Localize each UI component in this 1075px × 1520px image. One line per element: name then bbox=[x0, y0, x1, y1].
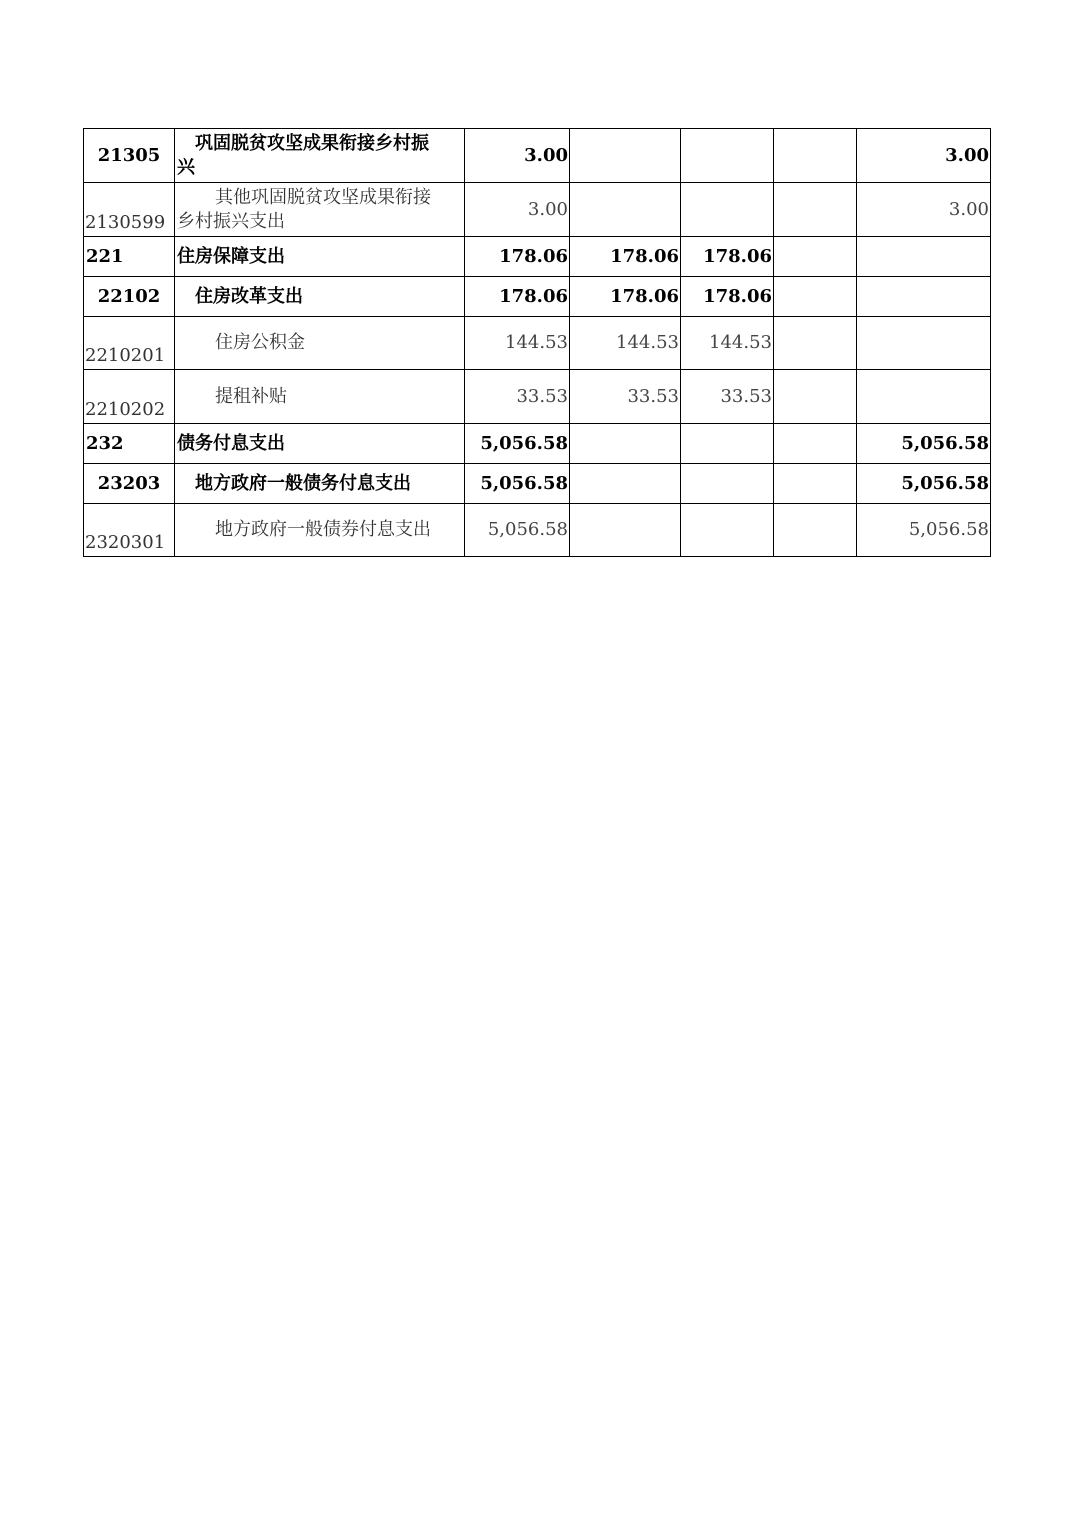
amount-cell: 178.06 bbox=[681, 237, 774, 277]
subject-name-line2: 兴 bbox=[177, 156, 195, 178]
amount-cell: 178.06 bbox=[465, 277, 570, 317]
amount-cell bbox=[570, 183, 681, 237]
subject-name-line1: 其他巩固脱贫攻坚成果衔接 bbox=[215, 186, 431, 208]
table-row bbox=[84, 317, 991, 370]
amount-cell bbox=[570, 424, 681, 464]
table-row bbox=[84, 504, 991, 557]
amount-cell: 5,056.58 bbox=[857, 504, 991, 557]
table-row bbox=[84, 129, 991, 183]
amount-cell: 178.06 bbox=[570, 277, 681, 317]
subject-code: 221 bbox=[84, 237, 175, 277]
amount-cell bbox=[774, 183, 857, 237]
subject-code: 2130599 bbox=[84, 183, 175, 237]
table-row bbox=[84, 237, 991, 277]
subject-code: 21305 bbox=[84, 129, 175, 183]
amount-cell bbox=[681, 129, 774, 183]
subject-code: 23203 bbox=[84, 464, 175, 504]
table-row bbox=[84, 424, 991, 464]
amount-cell bbox=[570, 504, 681, 557]
subject-code: 232 bbox=[84, 424, 175, 464]
amount-cell: 3.00 bbox=[857, 129, 991, 183]
amount-cell bbox=[681, 424, 774, 464]
amount-cell: 178.06 bbox=[465, 237, 570, 277]
subject-name-line1: 巩固脱贫攻坚成果衔接乡村振 bbox=[195, 132, 429, 154]
amount-cell: 5,056.58 bbox=[465, 504, 570, 557]
subject-name bbox=[175, 129, 465, 183]
amount-cell: 33.53 bbox=[465, 370, 570, 424]
subject-name: 提租补贴 bbox=[175, 370, 465, 424]
amount-cell: 33.53 bbox=[570, 370, 681, 424]
amount-cell bbox=[774, 424, 857, 464]
amount-cell bbox=[681, 504, 774, 557]
subject-name: 住房公积金 bbox=[175, 317, 465, 370]
subject-code: 2210202 bbox=[84, 370, 175, 424]
budget-table bbox=[83, 128, 991, 557]
table-row bbox=[84, 370, 991, 424]
subject-name: 住房改革支出 bbox=[175, 277, 465, 317]
subject-code: 22102 bbox=[84, 277, 175, 317]
subject-code: 2320301 bbox=[84, 504, 175, 557]
amount-cell: 3.00 bbox=[857, 183, 991, 237]
amount-cell bbox=[857, 317, 991, 370]
amount-cell bbox=[774, 237, 857, 277]
amount-cell bbox=[774, 129, 857, 183]
amount-cell bbox=[774, 504, 857, 557]
amount-cell: 178.06 bbox=[570, 237, 681, 277]
amount-cell bbox=[774, 317, 857, 370]
subject-name-line2: 乡村振兴支出 bbox=[177, 210, 285, 232]
table-row bbox=[84, 183, 991, 237]
amount-cell bbox=[857, 237, 991, 277]
amount-cell bbox=[774, 277, 857, 317]
amount-cell bbox=[774, 464, 857, 504]
amount-cell: 178.06 bbox=[681, 277, 774, 317]
amount-cell bbox=[570, 129, 681, 183]
amount-cell: 33.53 bbox=[681, 370, 774, 424]
amount-cell: 144.53 bbox=[681, 317, 774, 370]
amount-cell bbox=[681, 183, 774, 237]
subject-name: 地方政府一般债券付息支出 bbox=[175, 504, 465, 557]
subject-name: 地方政府一般债务付息支出 bbox=[175, 464, 465, 504]
subject-name: 债务付息支出 bbox=[175, 424, 465, 464]
subject-name: 住房保障支出 bbox=[175, 237, 465, 277]
amount-cell: 144.53 bbox=[465, 317, 570, 370]
amount-cell bbox=[570, 464, 681, 504]
amount-cell: 3.00 bbox=[465, 129, 570, 183]
amount-cell bbox=[857, 277, 991, 317]
amount-cell: 5,056.58 bbox=[465, 424, 570, 464]
amount-cell: 144.53 bbox=[570, 317, 681, 370]
table-row bbox=[84, 277, 991, 317]
amount-cell bbox=[774, 370, 857, 424]
subject-code: 2210201 bbox=[84, 317, 175, 370]
amount-cell: 5,056.58 bbox=[857, 424, 991, 464]
table-row bbox=[84, 464, 991, 504]
amount-cell: 3.00 bbox=[465, 183, 570, 237]
amount-cell: 5,056.58 bbox=[465, 464, 570, 504]
subject-name bbox=[175, 183, 465, 237]
amount-cell bbox=[857, 370, 991, 424]
amount-cell bbox=[681, 464, 774, 504]
amount-cell: 5,056.58 bbox=[857, 464, 991, 504]
